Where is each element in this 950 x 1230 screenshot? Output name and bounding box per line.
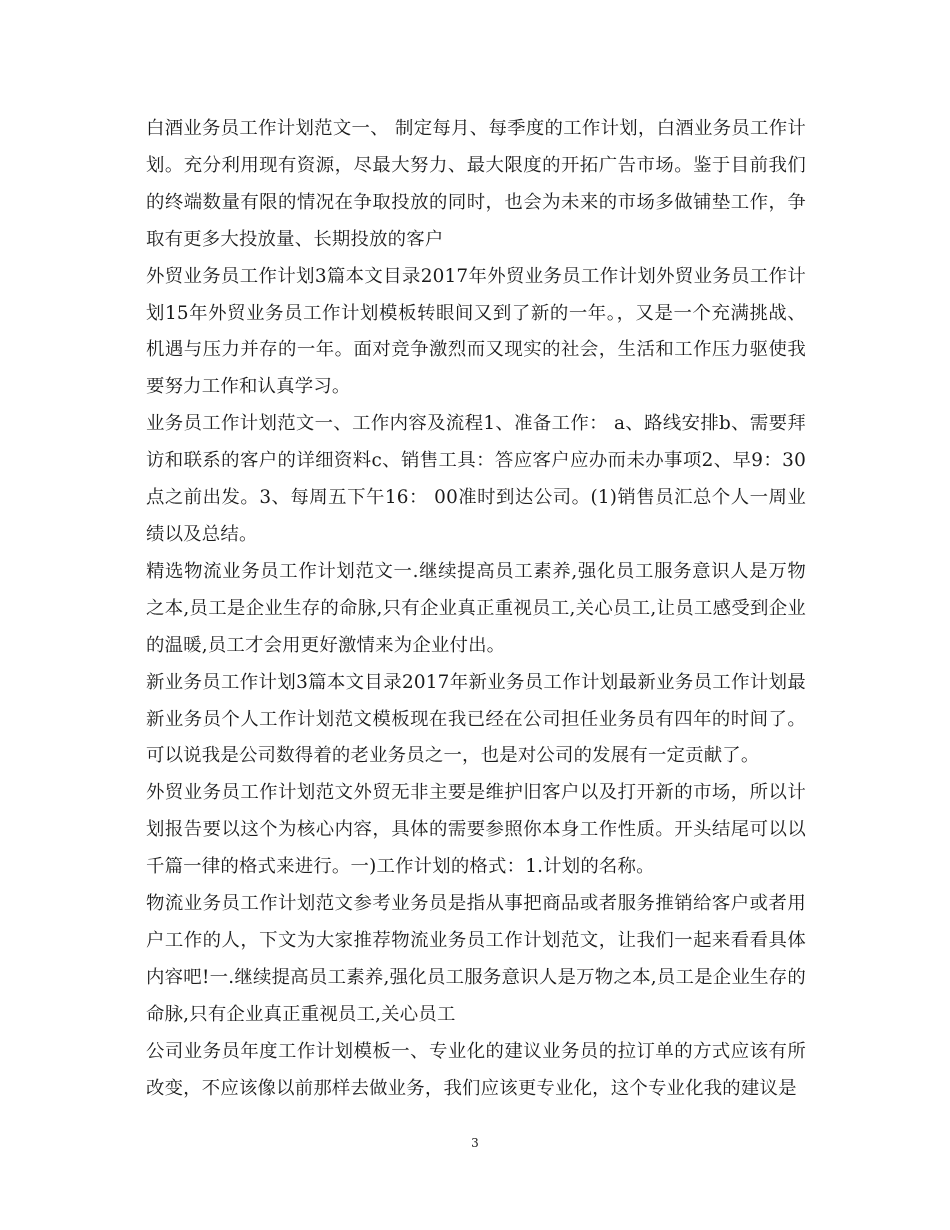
paragraph-new-salesman-plan: 新业务员工作计划3篇本文目录2017年新业务员工作计划最新业务员工作计划最新业务员个人工作计划范文模板现在我已经在公司担任业务员有四年的时间了。可以说我是公司数得着的老业务员之一，也是对公司的发展有一定贡献了。	[146, 671, 806, 767]
paragraph-logistics-reference: 物流业务员工作计划范文参考业务员是指从事把商品或者服务推销给客户或者用户工作的人，下文为大家推荐物流业务员工作计划范文，让我们一起来看看具体内容吧!一.继续提高员工素养,强化员工服务意识人是万物之本,员工是企业生存的命脉,只有企业真正重视员工,关心员工	[146, 893, 806, 1025]
paragraph-foreign-trade-sample: 外贸业务员工作计划范文外贸无非主要是维护旧客户以及打开新的市场，所以计划报告要以这个为核心内容，具体的需要参照你本身工作性质。开头结尾可以以千篇一律的格式来进行。一)工作计划的格式：1.计划的名称。	[146, 782, 806, 878]
paragraph-logistics-plan: 精选物流业务员工作计划范文一.继续提高员工素养,强化员工服务意识人是万物之本,员工是企业生存的命脉,只有企业真正重视员工,关心员工,让员工感受到企业的温暖,员工才会用更好激情来为企业付出。	[146, 560, 806, 656]
paragraph-salesman-workflow: 业务员工作计划范文一、工作内容及流程1、准备工作： a、路线安排b、需要拜访和联系的客户的详细资料c、销售工具：答应客户应办而未办事项2、早9：30点之前出发。3、每周五下午16： 00准时到达公司。(1)销售员汇总个人一周业绩以及总结。	[146, 413, 806, 545]
page-number: 3	[471, 1136, 479, 1150]
paragraph-foreign-trade-plan: 外贸业务员工作计划3篇本文目录2017年外贸业务员工作计划外贸业务员工作计划15年外贸业务员工作计划模板转眼间又到了新的一年。，又是一个充满挑战、机遇与压力并存的一年。面对竞争激烈而又现实的社会，生活和工作压力驱使我要努力工作和认真学习。	[146, 265, 806, 398]
document-body	[146, 111, 806, 1107]
paragraph-annual-plan-template: 公司业务员年度工作计划模板一、专业化的建议业务员的拉订单的方式应该有所改变，不应该像以前那样去做业务，我们应该更专业化，这个专业化我的建议是	[146, 1040, 806, 1099]
paragraph-baijiu-plan: 白酒业务员工作计划范文一、 制定每月、每季度的工作计划，白酒业务员工作计划。充分利用现有资源，尽最大努力、最大限度的开拓广告市场。鉴于目前我们的终端数量有限的情况在争取投放的同时，也会为未来的市场多做铺垫工作，争取有更多大投放量、长期投放的客户	[146, 118, 806, 250]
